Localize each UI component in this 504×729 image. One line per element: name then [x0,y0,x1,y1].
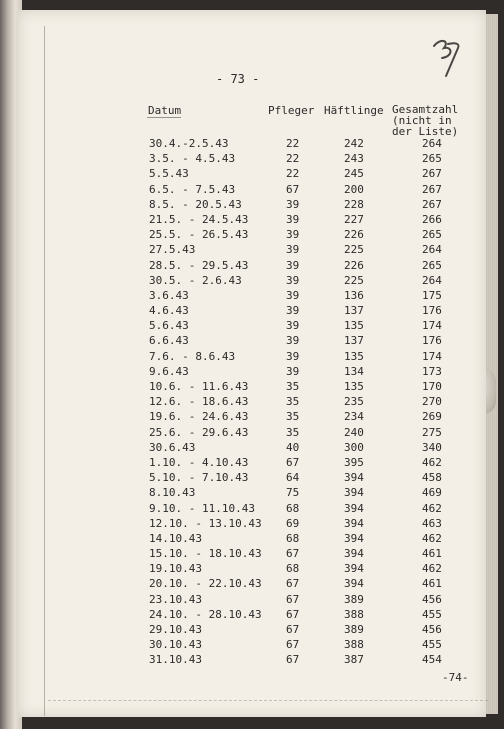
cell-haeftlinge: 394 [344,531,364,545]
cell-gesamtzahl: 463 [422,516,442,530]
cell-pfleger: 39 [286,243,300,257]
cell-gesamtzahl: 174 [422,319,442,333]
cell-gesamtzahl: 267 [422,182,442,196]
cell-haeftlinge: 300 [344,440,364,454]
table-row [18,608,486,623]
column-header-haeftlinge: Häftlinge [324,104,384,117]
cell-gesamtzahl: 454 [422,653,442,667]
cell-datum: 25.5. - 26.5.43 [149,228,249,242]
cell-gesamtzahl: 461 [422,547,442,561]
bottom-rule [48,700,488,702]
cell-datum: 30.10.43 [149,638,202,652]
table-row [18,471,486,486]
cell-datum: 8.10.43 [149,486,196,500]
table-row [18,228,486,243]
table-row [18,304,486,319]
cell-gesamtzahl: 462 [422,455,442,469]
cell-datum: 3.6.43 [149,288,189,302]
cell-datum: 24.10. - 28.10.43 [149,607,262,621]
cell-gesamtzahl: 174 [422,349,442,363]
cell-gesamtzahl: 269 [422,410,442,424]
cell-haeftlinge: 226 [344,258,364,272]
cell-gesamtzahl: 462 [422,501,442,515]
cell-datum: 30.4.-2.5.43 [149,137,229,150]
page-number-bottom: -74- [442,671,469,684]
cell-pfleger: 67 [286,638,300,652]
cell-pfleger: 35 [286,410,300,424]
table-row [18,167,486,182]
cell-datum: 5.10. - 7.10.43 [149,471,249,485]
cell-gesamtzahl: 267 [422,167,442,181]
cell-datum: 12.6. - 18.6.43 [149,395,249,409]
cell-haeftlinge: 137 [344,304,364,318]
table-row [18,456,486,471]
cell-pfleger: 22 [286,137,300,150]
cell-haeftlinge: 200 [344,182,364,196]
cell-pfleger: 67 [286,623,300,636]
cell-datum: 29.10.43 [149,623,202,636]
cell-gesamtzahl: 455 [422,638,442,652]
cell-datum: 20.10. - 22.10.43 [149,577,262,591]
cell-gesamtzahl: 275 [422,425,442,439]
table-row [18,410,486,425]
table-row [18,380,486,395]
cell-haeftlinge: 395 [344,455,364,469]
table-row [18,562,486,577]
cell-haeftlinge: 394 [344,516,364,530]
cell-gesamtzahl: 456 [422,592,442,606]
cell-datum: 30.6.43 [149,440,196,454]
table-row [18,426,486,441]
table-row [18,183,486,198]
cell-haeftlinge: 394 [344,577,364,591]
cell-haeftlinge: 394 [344,501,364,515]
table-row [18,486,486,501]
table-row [18,593,486,608]
table-row [18,319,486,334]
table-row [18,532,486,547]
cell-gesamtzahl: 265 [422,228,442,242]
cell-datum: 6.6.43 [149,334,189,348]
cell-datum: 25.6. - 29.6.43 [149,425,249,439]
cell-haeftlinge: 135 [344,319,364,333]
table-row [18,243,486,258]
cell-datum: 10.6. - 11.6.43 [149,380,249,393]
cell-haeftlinge: 394 [344,471,364,485]
cell-pfleger: 35 [286,395,300,409]
table-row [18,365,486,380]
table-row [18,623,486,638]
cell-datum: 19.10.43 [149,562,202,576]
cell-pfleger: 39 [286,228,300,242]
cell-datum: 14.10.43 [149,531,202,545]
cell-pfleger: 69 [286,516,300,530]
cell-pfleger: 67 [286,592,300,606]
cell-datum: 3.5. - 4.5.43 [149,152,236,166]
cell-gesamtzahl: 469 [422,486,442,500]
cell-pfleger: 68 [286,562,300,576]
cell-pfleger: 39 [286,197,300,211]
cell-haeftlinge: 245 [344,167,364,181]
cell-gesamtzahl: 176 [422,334,442,348]
cell-pfleger: 39 [286,288,300,302]
cell-datum: 8.5. - 20.5.43 [149,197,242,211]
cell-pfleger: 39 [286,304,300,318]
table-row [18,502,486,517]
table-row [18,198,486,213]
cell-gesamtzahl: 173 [422,364,442,378]
table-row [18,547,486,562]
cell-haeftlinge: 387 [344,653,364,667]
cell-gesamtzahl: 340 [422,440,442,454]
cell-pfleger: 68 [286,501,300,515]
cell-haeftlinge: 388 [344,638,364,652]
cell-pfleger: 75 [286,486,300,500]
cell-gesamtzahl: 458 [422,471,442,485]
cell-haeftlinge: 136 [344,288,364,302]
cell-haeftlinge: 225 [344,243,364,257]
cell-haeftlinge: 234 [344,410,364,424]
cell-pfleger: 64 [286,471,300,485]
cell-datum: 7.6. - 8.6.43 [149,349,236,363]
cell-pfleger: 67 [286,547,300,561]
cell-haeftlinge: 389 [344,623,364,636]
cell-datum: 4.6.43 [149,304,189,318]
cell-haeftlinge: 388 [344,607,364,621]
cell-haeftlinge: 135 [344,349,364,363]
cell-pfleger: 67 [286,577,300,591]
cell-datum: 6.5. - 7.5.43 [149,182,236,196]
handwritten-37-mark-icon [428,36,464,80]
cell-gesamtzahl: 456 [422,623,442,636]
cell-haeftlinge: 394 [344,547,364,561]
cell-datum: 30.5. - 2.6.43 [149,273,242,287]
table-row [18,638,486,653]
cell-pfleger: 39 [286,364,300,378]
table-row [18,350,486,365]
cell-pfleger: 35 [286,425,300,439]
table-row [18,259,486,274]
cell-pfleger: 68 [286,531,300,545]
table-row [18,152,486,167]
cell-pfleger: 22 [286,152,300,166]
cell-datum: 9.6.43 [149,364,189,378]
cell-gesamtzahl: 264 [422,273,442,287]
cell-pfleger: 67 [286,653,300,667]
cell-haeftlinge: 226 [344,228,364,242]
table-row [18,577,486,592]
page-number-top: - 73 - [216,72,260,86]
cell-pfleger: 39 [286,349,300,363]
column-header-pfleger: Pfleger [268,104,315,117]
cell-datum: 9.10. - 11.10.43 [149,501,255,515]
cell-datum: 31.10.43 [149,653,202,667]
table-row [18,289,486,304]
cell-gesamtzahl: 265 [422,152,442,166]
table-row [18,441,486,456]
document-page [18,10,486,717]
table-row [18,395,486,410]
table-row [18,334,486,349]
cell-datum: 28.5. - 29.5.43 [149,258,249,272]
cell-haeftlinge: 135 [344,380,364,393]
cell-datum: 1.10. - 4.10.43 [149,455,249,469]
cell-haeftlinge: 394 [344,562,364,576]
cell-datum: 5.5.43 [149,167,189,181]
table-row [18,517,486,532]
cell-datum: 23.10.43 [149,592,202,606]
cell-haeftlinge: 235 [344,395,364,409]
cell-haeftlinge: 242 [344,137,364,150]
column-header-gesamtzahl: Gesamtzahl (nicht in der Liste) [392,103,459,138]
cell-haeftlinge: 243 [344,152,364,166]
cell-pfleger: 40 [286,440,300,454]
cell-gesamtzahl: 461 [422,577,442,591]
cell-pfleger: 39 [286,334,300,348]
cell-haeftlinge: 228 [344,197,364,211]
cell-datum: 19.6. - 24.6.43 [149,410,249,424]
cell-gesamtzahl: 455 [422,607,442,621]
cell-gesamtzahl: 175 [422,288,442,302]
header-underline [147,117,181,118]
cell-gesamtzahl: 266 [422,212,442,226]
cell-datum: 27.5.43 [149,243,196,257]
table-row [18,213,486,228]
cell-gesamtzahl: 462 [422,531,442,545]
cell-gesamtzahl: 462 [422,562,442,576]
cell-pfleger: 39 [286,258,300,272]
cell-gesamtzahl: 270 [422,395,442,409]
cell-pfleger: 39 [286,212,300,226]
table-row [18,274,486,289]
cell-pfleger: 39 [286,319,300,333]
data-table [18,137,486,669]
cell-pfleger: 67 [286,607,300,621]
cell-haeftlinge: 394 [344,486,364,500]
cell-datum: 21.5. - 24.5.43 [149,212,249,226]
cell-pfleger: 35 [286,380,300,393]
cell-gesamtzahl: 267 [422,197,442,211]
cell-haeftlinge: 134 [344,364,364,378]
column-header-datum: Datum [148,104,182,117]
cell-gesamtzahl: 265 [422,258,442,272]
cell-gesamtzahl: 264 [422,243,442,257]
cell-pfleger: 39 [286,273,300,287]
cell-pfleger: 67 [286,455,300,469]
cell-pfleger: 67 [286,182,300,196]
cell-datum: 12.10. - 13.10.43 [149,516,262,530]
cell-datum: 15.10. - 18.10.43 [149,547,262,561]
cell-pfleger: 22 [286,167,300,181]
cell-gesamtzahl: 264 [422,137,442,150]
cell-haeftlinge: 389 [344,592,364,606]
table-row [18,653,486,668]
cell-gesamtzahl: 176 [422,304,442,318]
cell-haeftlinge: 227 [344,212,364,226]
table-row [18,137,486,152]
cell-haeftlinge: 137 [344,334,364,348]
cell-datum: 5.6.43 [149,319,189,333]
cell-haeftlinge: 240 [344,425,364,439]
page-edges [486,14,498,714]
cell-gesamtzahl: 170 [422,380,442,393]
cell-haeftlinge: 225 [344,273,364,287]
